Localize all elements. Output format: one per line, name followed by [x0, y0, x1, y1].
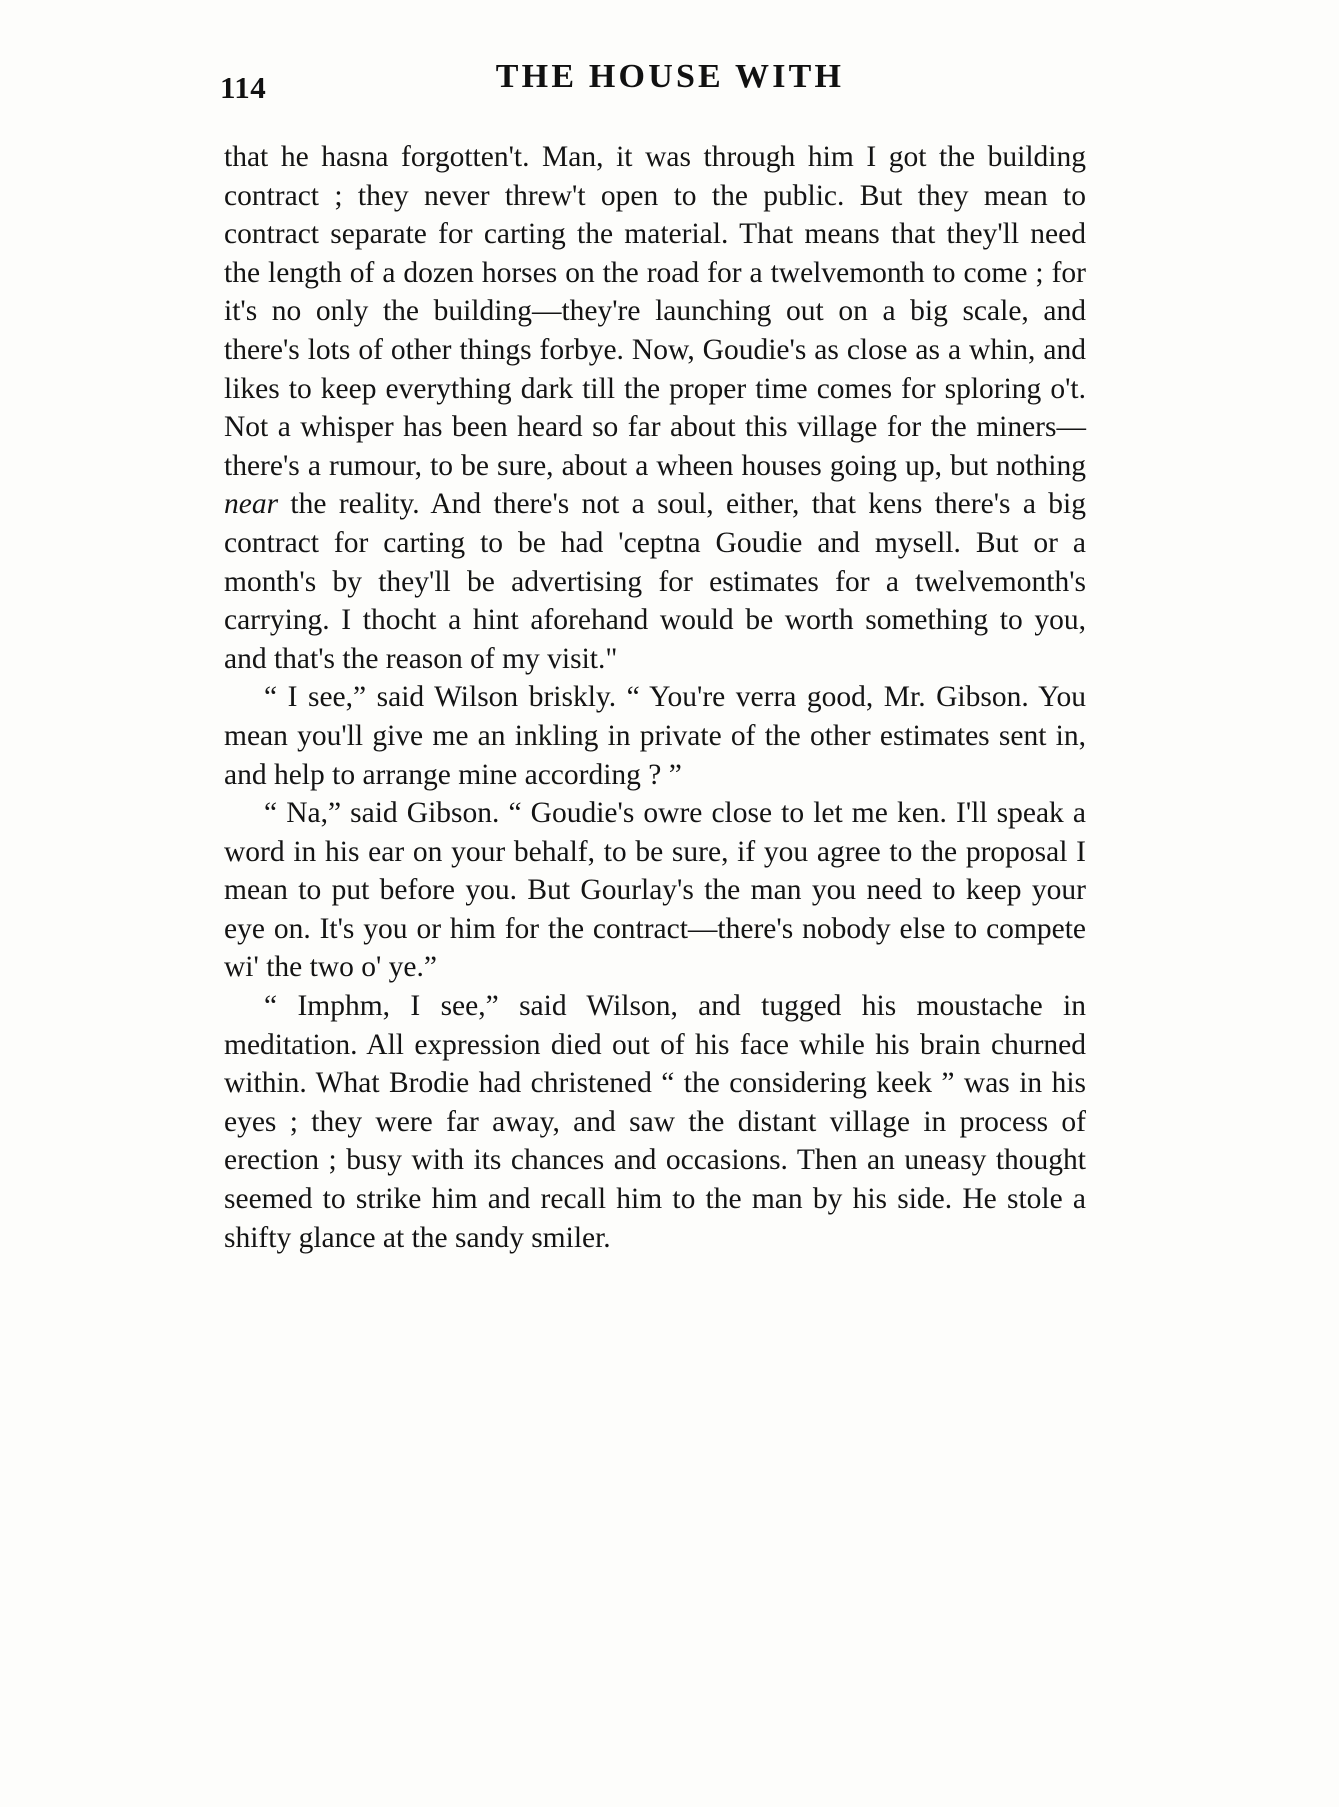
page-body [224, 138, 1086, 1257]
paragraph: “ I see,” said Wilson briskly. “ You're verra good, Mr. Gibson. You mean you'll give me an inkling in private of the other estimates sent in, and help to arrange mine according ? ” [224, 681, 1086, 791]
page-number: 114 [220, 70, 267, 105]
paragraph: “ Imphm, I see,” said Wilson, and tugged his moustache in meditation. All expression died out of his face while his brain churned within. What Brodie had christened “ the considering keek ” was in his eyes ; they were far away, and saw the distant village in process of erection ; busy with its chances and occasions. Then an uneasy thought seemed to strike him and recall him to the man by his side. He stole a shifty glance at the sandy smiler. [224, 990, 1086, 1254]
page-header [220, 58, 1120, 114]
running-title: THE HOUSE WITH [495, 58, 845, 95]
paragraph: that he hasna forgotten't. Man, it was through him I got the building contract ; they never threw't open to the public. But they mean to contract separate for carting the material. That means that they'll need the length of a dozen horses on the road for a twelvemonth to come ; for it's no only the building—they're launching out on a big scale, and there's lots of other things forbye. Now, Goudie's as close as a whin, and likes to keep everything dark till the proper time comes for sploring o't. Not a whisper has been heard so far about this village for the miners—there's a rumour, to be sure, about a wheen houses going up, but nothing near the reality. And there's not a soul, either, that kens there's a big contract for carting to be had 'ceptna Goudie and mysell. But or a month's by they'll be advertising for estimates for a twelvemonth's carrying. I thocht a hint aforehand would be worth something to you, and that's the reason of my visit." [224, 141, 1086, 675]
paragraph: “ Na,” said Gibson. “ Goudie's owre close to let me ken. I'll speak a word in his ear on your behalf, to be sure, if you agree to the proposal I mean to put before you. But Gourlay's the man you need to keep your eye on. It's you or him for the contract—there's nobody else to compete wi' the two o' ye.” [224, 797, 1086, 984]
